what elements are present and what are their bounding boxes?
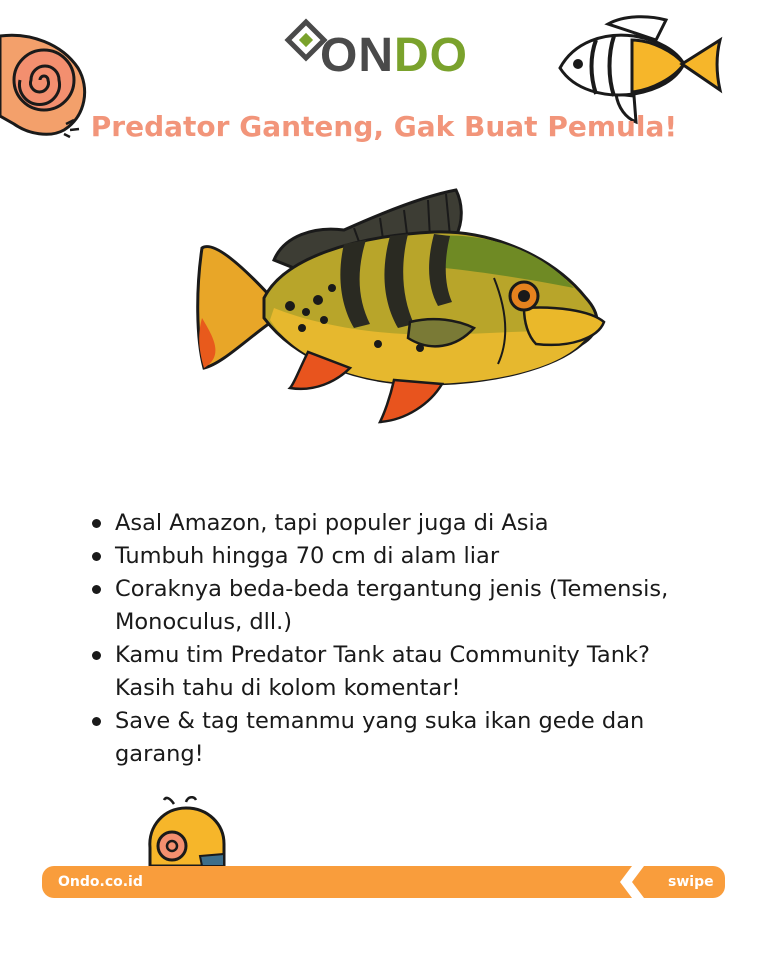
peacock-bass-illustration [194, 188, 610, 428]
swipe-chevron-icon[interactable] [606, 866, 666, 898]
fact-list [88, 507, 698, 771]
bullet-icon [92, 585, 101, 594]
snail-icon [144, 796, 234, 868]
ondo-logo [284, 18, 484, 98]
list-item [88, 540, 698, 573]
site-url-label[interactable]: Ondo.co.id [58, 874, 143, 890]
list-item [88, 639, 698, 705]
logo-text-on: ON [320, 29, 394, 82]
list-item-text: Asal Amazon, tapi populer juga di Asia [115, 510, 549, 536]
list-item-text: Coraknya beda-beda tergantung jenis (Temensis, Monoculus, dll.) [115, 576, 669, 635]
logo-text-do: DO [394, 29, 468, 82]
bullet-icon [92, 717, 101, 726]
list-item-text: Kamu tim Predator Tank atau Community Tank? Kasih tahu di kolom komentar! [115, 642, 650, 701]
page-title: Predator Ganteng, Gak Buat Pemula! [90, 110, 678, 143]
list-item [88, 573, 698, 639]
list-item-text: Save & tag temanmu yang suka ikan gede dan garang! [115, 708, 645, 767]
swipe-label[interactable]: swipe [668, 874, 714, 890]
list-item [88, 705, 698, 771]
bullet-icon [92, 552, 101, 561]
bullet-icon [92, 519, 101, 528]
logo-wordmark [320, 29, 468, 82]
bullet-icon [92, 651, 101, 660]
list-item [88, 507, 698, 540]
list-item-text: Tumbuh hingga 70 cm di alam liar [115, 543, 500, 569]
